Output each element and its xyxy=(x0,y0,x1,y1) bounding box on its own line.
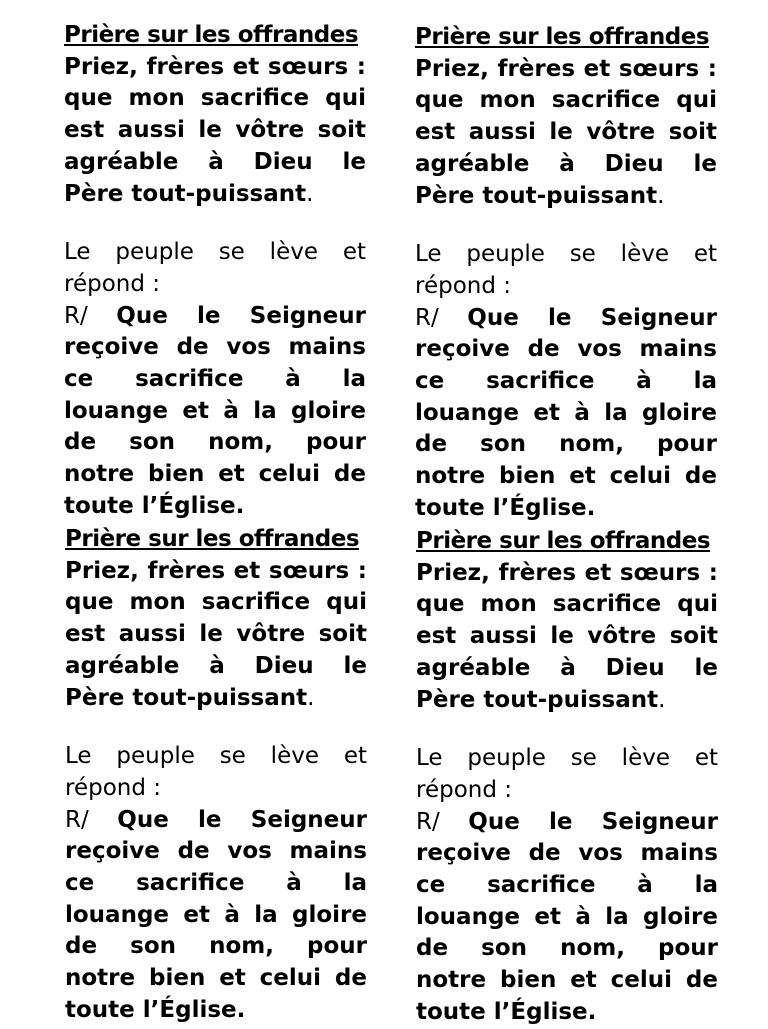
card-title: Prière sur les offrandes xyxy=(65,526,360,552)
priest-prayer-text: Priez, frères et sœurs : que mon sacrifice qui est aussi le vôtre soit agréable à Dieu le Père tout-puissant xyxy=(64,53,366,207)
people-response xyxy=(65,805,367,1027)
prayer-card-bottom-right xyxy=(416,526,718,1029)
people-instruction: Le peuple se lève et répond : xyxy=(415,241,717,299)
priest-prayer-period: . xyxy=(658,686,666,713)
priest-prayer-period: . xyxy=(306,180,314,207)
people-response xyxy=(64,301,366,523)
priest-prayer xyxy=(65,556,367,715)
response-text: Que le Seigneur reçoive de vos mains ce sacrifice à la louange et à la gloire de son nom, pour notre bien et celui de toute l’Église. xyxy=(64,302,366,519)
prayer-card-bottom-left xyxy=(65,524,367,1027)
response-text: Que le Seigneur reçoive de vos mains ce sacrifice à la louange et à la gloire de son nom, pour notre bien et celui de toute l’Église. xyxy=(415,304,717,521)
response-marker: R/ xyxy=(415,304,468,331)
spacer xyxy=(415,212,717,239)
people-instruction: Le peuple se lève et répond : xyxy=(65,743,367,801)
people-response xyxy=(416,807,718,1029)
people-response xyxy=(415,303,717,525)
card-title: Prière sur les offrandes xyxy=(64,22,359,48)
prayer-card-top-right xyxy=(415,22,717,525)
priest-prayer xyxy=(415,54,717,213)
response-text: Que le Seigneur reçoive de vos mains ce sacrifice à la louange et à la gloire de son nom, pour notre bien et celui de toute l’Église. xyxy=(65,806,367,1023)
spacer xyxy=(65,714,367,741)
priest-prayer xyxy=(416,558,718,717)
priest-prayer-text: Priez, frères et sœurs : que mon sacrifice qui est aussi le vôtre soit agréable à Dieu le Père tout-puissant xyxy=(416,559,718,713)
response-marker: R/ xyxy=(65,806,118,833)
priest-prayer-text: Priez, frères et sœurs : que mon sacrifice qui est aussi le vôtre soit agréable à Dieu le Père tout-puissant xyxy=(415,55,717,209)
spacer xyxy=(64,210,366,237)
people-instruction: Le peuple se lève et répond : xyxy=(416,745,718,803)
people-instruction: Le peuple se lève et répond : xyxy=(64,239,366,297)
card-title: Prière sur les offrandes xyxy=(415,24,710,50)
response-marker: R/ xyxy=(64,302,117,329)
spacer xyxy=(416,716,718,743)
priest-prayer-period: . xyxy=(307,684,315,711)
prayer-card-top-left xyxy=(64,20,366,523)
card-title: Prière sur les offrandes xyxy=(416,528,711,554)
priest-prayer-period: . xyxy=(657,182,665,209)
response-marker: R/ xyxy=(416,808,469,835)
priest-prayer xyxy=(64,52,366,211)
priest-prayer-text: Priez, frères et sœurs : que mon sacrifice qui est aussi le vôtre soit agréable à Dieu le Père tout-puissant xyxy=(65,557,367,711)
response-text: Que le Seigneur reçoive de vos mains ce sacrifice à la louange et à la gloire de son nom, pour notre bien et celui de toute l’Église. xyxy=(416,808,718,1025)
